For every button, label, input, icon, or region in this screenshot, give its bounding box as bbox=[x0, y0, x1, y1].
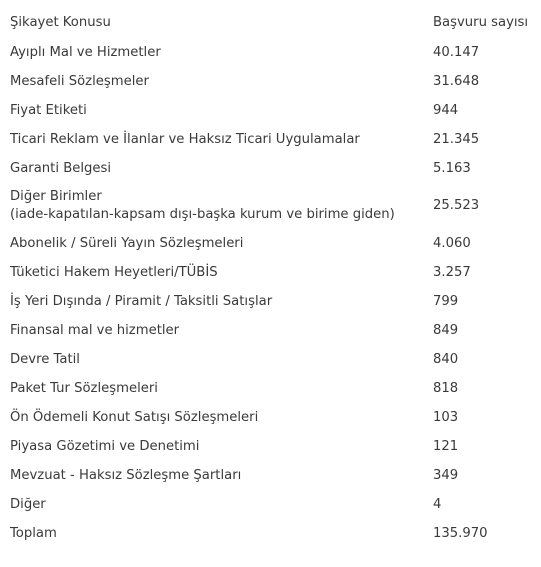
row-subject: İş Yeri Dışında / Piramit / Taksitli Satışlar bbox=[10, 293, 273, 309]
row-count: 31.648 bbox=[433, 73, 480, 89]
table-row bbox=[10, 374, 538, 403]
row-subject-multiline bbox=[10, 183, 433, 229]
total-count: 135.970 bbox=[433, 525, 488, 541]
row-count: 3.257 bbox=[433, 264, 471, 280]
row-count: 799 bbox=[433, 293, 459, 309]
total-label: Toplam bbox=[10, 525, 57, 541]
row-count: 4.060 bbox=[433, 235, 471, 251]
table-row bbox=[10, 287, 538, 316]
row-subject: Ayıplı Mal ve Hizmetler bbox=[10, 44, 161, 60]
row-subject: Ticari Reklam ve İlanlar ve Haksız Ticari Uygulamalar bbox=[10, 131, 360, 147]
row-count: 4 bbox=[433, 496, 442, 512]
row-subject: Diğer bbox=[10, 496, 46, 512]
row-count: 103 bbox=[433, 409, 459, 425]
table-row bbox=[10, 67, 538, 96]
row-subject: Fiyat Etiketi bbox=[10, 102, 87, 118]
row-subject: Diğer Birimler bbox=[10, 189, 102, 204]
table-row bbox=[10, 490, 538, 519]
row-subject: Finansal mal ve hizmetler bbox=[10, 322, 180, 338]
table-row bbox=[10, 125, 538, 154]
complaints-table bbox=[10, 8, 538, 548]
row-count: 40.147 bbox=[433, 44, 480, 60]
header-count: Başvuru sayısı bbox=[433, 15, 529, 30]
row-subject: Abonelik / Süreli Yayın Sözleşmeleri bbox=[10, 235, 244, 251]
row-subject: Paket Tur Sözleşmeleri bbox=[10, 380, 158, 396]
row-count: 818 bbox=[433, 380, 459, 396]
row-subject: Mevzuat - Haksız Sözleşme Şartları bbox=[10, 467, 242, 483]
row-subject-detail: (iade-kapatılan-kapsam dışı-başka kurum ve birime giden) bbox=[10, 207, 395, 222]
table-row bbox=[10, 154, 538, 183]
total-row bbox=[10, 519, 538, 548]
row-subject: Tüketici Hakem Heyetleri/TÜBİS bbox=[10, 264, 218, 280]
table-row bbox=[10, 345, 538, 374]
row-subject: Garanti Belgesi bbox=[10, 160, 112, 176]
row-count: 21.345 bbox=[433, 131, 480, 147]
row-count: 944 bbox=[433, 102, 459, 118]
row-count: 840 bbox=[433, 351, 459, 367]
table-header-row bbox=[10, 8, 538, 38]
table-row bbox=[10, 258, 538, 287]
row-count: 25.523 bbox=[433, 198, 480, 213]
row-count: 349 bbox=[433, 467, 459, 483]
table-row bbox=[10, 96, 538, 125]
table-row bbox=[10, 432, 538, 461]
row-subject: Mesafeli Sözleşmeler bbox=[10, 73, 149, 89]
row-subject: Piyasa Gözetimi ve Denetimi bbox=[10, 438, 200, 454]
table-row bbox=[10, 229, 538, 258]
row-subject: Devre Tatil bbox=[10, 351, 80, 367]
row-count: 849 bbox=[433, 322, 459, 338]
table-row bbox=[10, 38, 538, 67]
table-row bbox=[10, 461, 538, 490]
row-count: 5.163 bbox=[433, 160, 471, 176]
row-count: 121 bbox=[433, 438, 459, 454]
table-row bbox=[10, 316, 538, 345]
table-row bbox=[10, 403, 538, 432]
header-subject: Şikayet Konusu bbox=[10, 15, 111, 30]
table-row bbox=[10, 183, 538, 229]
row-subject: Ön Ödemeli Konut Satışı Sözleşmeleri bbox=[10, 409, 259, 425]
